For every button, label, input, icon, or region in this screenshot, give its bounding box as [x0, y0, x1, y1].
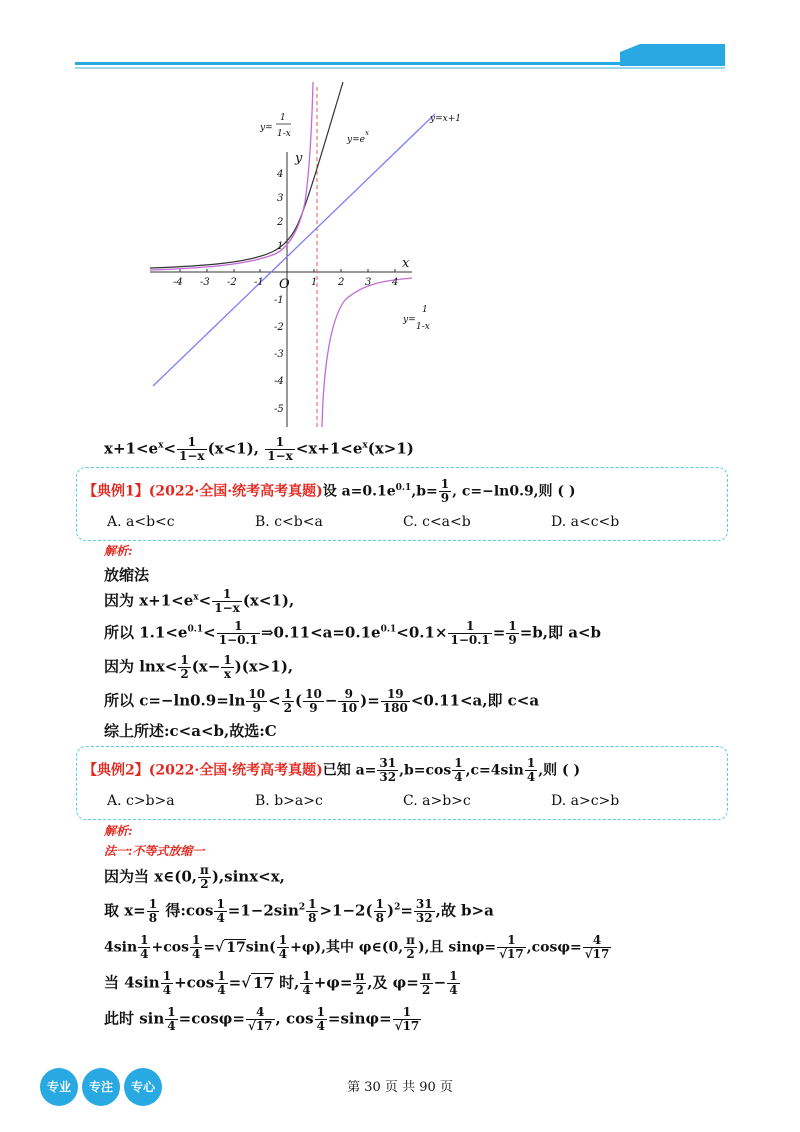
den: 1−0.1: [218, 633, 258, 647]
fraction: [138, 934, 150, 961]
fraction: [165, 1006, 177, 1033]
num: 1: [191, 933, 201, 947]
choice-b[interactable]: B. c<b<a: [255, 514, 323, 530]
num: 1: [454, 756, 463, 770]
num: 1: [449, 969, 458, 983]
den: 2: [180, 667, 189, 681]
x-tick: -4: [173, 277, 183, 288]
num: π: [355, 969, 365, 983]
num: 1: [177, 436, 207, 450]
logo-circle: 专业: [40, 1068, 78, 1106]
text: (x−: [191, 657, 221, 676]
x-tick: -3: [200, 277, 210, 288]
fraction: [583, 934, 612, 961]
choice-d[interactable]: D. a>c>b: [551, 793, 620, 809]
sup: 2: [394, 902, 401, 913]
den: 4: [216, 911, 225, 925]
x-tick: 1: [311, 277, 318, 288]
fraction: [214, 898, 226, 925]
text: <: [203, 623, 216, 642]
num: 1: [217, 620, 260, 634]
example-1-box: [76, 467, 728, 541]
sup: 2: [298, 902, 306, 913]
fraction: [506, 620, 518, 647]
fraction: [246, 1006, 275, 1033]
num: π: [406, 933, 415, 947]
num: 1: [283, 687, 293, 701]
function-graph: [150, 82, 461, 432]
example-2-box: [76, 746, 728, 820]
text: , cos: [275, 1009, 314, 1028]
label-recip-bot: y=: [403, 315, 416, 325]
num: 10: [248, 687, 266, 701]
num: 1: [217, 969, 226, 983]
text: −: [433, 973, 447, 992]
text: ,则 ( ): [538, 762, 581, 779]
fraction: [282, 688, 294, 715]
den: 1−x: [214, 601, 240, 615]
example-2-tag: 【典例2】(2022·全国·统考高考真题): [83, 762, 323, 779]
solution-2-method: 法一:不等式放缩一: [104, 844, 205, 858]
sup: 0.1: [187, 624, 204, 635]
fraction: [198, 864, 211, 891]
num: 1: [162, 969, 172, 983]
num: π: [421, 969, 431, 983]
text: <0.11<a,即 c<a: [410, 691, 540, 710]
num: 31: [379, 756, 397, 770]
y-axis-label: y: [295, 151, 303, 166]
num: 9: [338, 688, 359, 702]
origin-label: O: [279, 277, 290, 292]
text: 时,: [273, 973, 300, 992]
num: 1: [316, 1005, 325, 1019]
den: 32: [379, 770, 397, 784]
num: 1: [148, 897, 158, 911]
text: (x<1),: [207, 439, 259, 458]
text: −: [324, 691, 338, 710]
den: 2: [422, 983, 431, 997]
solution-2-line-3: [104, 934, 612, 961]
sup: x: [362, 440, 368, 451]
text: +φ=: [313, 973, 353, 992]
text: )(x>1),: [234, 657, 294, 676]
x-tick: -1: [254, 277, 264, 288]
text: 4sin: [104, 939, 138, 956]
den: 32: [415, 911, 433, 925]
choice-c[interactable]: C. c<a<b: [403, 514, 471, 530]
den: 9: [252, 701, 261, 715]
sqrt: 17: [226, 939, 246, 956]
num: 31: [415, 897, 433, 911]
text: ,c=4sin: [465, 762, 524, 779]
label-linear: y=x+1: [430, 114, 461, 124]
text: =cosφ=: [178, 1009, 245, 1028]
y-tick: 4: [277, 169, 284, 180]
num: 19: [381, 688, 410, 702]
x-tick: 3: [365, 277, 372, 288]
num: 1: [440, 477, 450, 491]
text: <: [163, 439, 177, 458]
fraction: [221, 654, 233, 681]
fraction: [315, 1006, 327, 1033]
example-1-question: [83, 478, 576, 505]
sup: 0.1: [380, 624, 397, 635]
den: 2: [283, 701, 293, 715]
den: 4: [454, 770, 463, 784]
fraction: [212, 588, 242, 615]
num: 1: [212, 588, 242, 602]
text: ),且 sinφ=: [417, 939, 497, 956]
den: 9: [440, 491, 450, 505]
fraction: [393, 1006, 422, 1033]
solution-1-line-3: [104, 654, 293, 681]
num: 1: [223, 653, 232, 667]
text: ⇒0.11<a=0.1e: [260, 623, 381, 642]
num: 1: [140, 933, 149, 947]
den: 2: [406, 947, 415, 961]
y-tick: 1: [277, 241, 284, 252]
den: √17: [499, 947, 524, 961]
choice-a[interactable]: A. a<b<c: [107, 514, 175, 530]
text: , c=−ln0.9,则 ( ): [452, 483, 576, 500]
sup: x: [193, 592, 199, 603]
text: =√: [203, 939, 225, 956]
num: 1: [375, 897, 384, 911]
fraction: [300, 970, 312, 997]
num: 1: [302, 969, 311, 983]
fraction: [303, 688, 324, 715]
den: x: [223, 667, 232, 681]
den: 9: [309, 701, 318, 715]
text: ,cosφ=: [526, 939, 582, 956]
x-axis-label: x: [402, 256, 410, 271]
solution-2-line-2: [104, 898, 494, 925]
x-tick: 2: [338, 277, 345, 288]
num: 10: [305, 687, 322, 701]
num: 1: [508, 619, 517, 633]
num: 1: [308, 897, 317, 911]
fraction: [338, 688, 359, 715]
fraction: [404, 934, 417, 961]
num: 1: [393, 1006, 422, 1020]
num: 1: [448, 620, 491, 634]
conclusion-inequality: [104, 436, 414, 463]
fraction: [265, 436, 295, 463]
label-exp-sup: x: [365, 129, 369, 137]
den: 4: [302, 983, 311, 997]
fraction: [178, 654, 190, 681]
fraction: [147, 898, 159, 925]
text: 因为 lnx<: [104, 657, 178, 676]
y-tick: -1: [274, 295, 284, 306]
num: 1: [180, 653, 189, 667]
label-recip-top-den: 1-x: [277, 129, 291, 139]
text: 因为 x+1<e: [104, 591, 194, 610]
label-recip-bot-num: 1: [422, 305, 428, 315]
example-2-question: [83, 757, 580, 784]
fraction: [381, 688, 410, 715]
text: 所以 c=−ln0.9=ln: [104, 691, 246, 710]
text: 所以 1.1<e: [104, 623, 188, 642]
text: =: [492, 623, 506, 642]
text: ),sinx<x,: [211, 867, 285, 886]
fraction: [177, 436, 207, 463]
den: 4: [316, 1019, 325, 1033]
text: ,及 φ=: [367, 973, 419, 992]
example-1-tag: 【典例1】(2022·全国·统考高考真题): [83, 483, 323, 500]
den: 4: [449, 983, 458, 997]
den: 8: [308, 911, 317, 925]
num: 4: [583, 934, 612, 948]
solution-1-line-1: [104, 588, 294, 615]
den: √17: [584, 947, 610, 961]
solution-2-line-1: [104, 864, 285, 891]
fraction: [306, 898, 318, 925]
den: 8: [148, 911, 158, 925]
den: 9: [508, 633, 517, 647]
sqrt: 17: [253, 973, 274, 992]
fraction: [277, 934, 289, 961]
sup: 0.1: [395, 482, 412, 493]
text: <x+1<e: [295, 439, 363, 458]
den: 1−x: [179, 449, 205, 463]
sup: x: [158, 440, 164, 451]
text: <0.1×: [396, 623, 448, 642]
solution-1-line-2: [104, 620, 601, 647]
fraction: [448, 620, 491, 647]
label-recip-top: y=: [260, 123, 273, 133]
text: +cos: [174, 973, 215, 992]
den: 4: [162, 983, 172, 997]
x-tick: -2: [227, 277, 237, 288]
text: (: [295, 691, 303, 710]
solution-2-line-4: [104, 970, 461, 997]
text: 已知 a=: [322, 762, 377, 779]
fraction: [525, 757, 537, 784]
text: =1−2sin: [227, 901, 299, 920]
den: 4: [278, 947, 288, 961]
text: <: [198, 591, 212, 610]
text: =√: [228, 973, 252, 992]
den: 180: [382, 701, 408, 715]
text: +cos: [151, 939, 189, 956]
solution-2-heading: 解析:: [104, 824, 133, 838]
page-number: 第 30 页 共 90 页: [347, 1080, 453, 1095]
solution-1-line-4: [104, 688, 539, 715]
label-exp: y=e: [347, 135, 365, 145]
text: ,故 b>a: [435, 901, 494, 920]
text: =sinφ=: [327, 1009, 392, 1028]
fraction: [447, 970, 459, 997]
fraction: [161, 970, 173, 997]
text: >1−2(: [319, 901, 373, 920]
y-tick: -4: [274, 376, 284, 387]
fraction: [374, 898, 386, 925]
label-recip-top-num: 1: [280, 113, 286, 123]
num: 1: [265, 436, 295, 450]
fraction: [414, 898, 435, 925]
fraction: [377, 757, 398, 784]
num: 1: [278, 933, 288, 947]
text: 当 4sin: [104, 973, 160, 992]
den: 4: [140, 947, 149, 961]
y-tick: -5: [274, 404, 284, 415]
text: +φ),其中 φ∈(0,: [290, 939, 404, 956]
text: 此时 sin: [104, 1009, 165, 1028]
fraction: [353, 970, 366, 997]
den: 4: [217, 983, 226, 997]
y-tick: -2: [274, 322, 284, 333]
solution-1-heading: 解析:: [104, 544, 133, 558]
fraction: [190, 934, 202, 961]
text: ,b=cos: [399, 762, 452, 779]
fraction: [497, 934, 526, 961]
text: 取 x=: [104, 901, 146, 920]
den: 2: [200, 877, 209, 891]
den: 4: [526, 770, 536, 784]
den: 10: [340, 701, 358, 715]
text: (x<1),: [242, 591, 295, 610]
den: 4: [191, 947, 201, 961]
den: 2: [355, 983, 365, 997]
fraction: [215, 970, 227, 997]
text: ): [386, 901, 395, 920]
choice-c[interactable]: C. a>b>c: [403, 793, 471, 809]
den: 1−0.1: [450, 633, 490, 647]
fraction: [217, 620, 260, 647]
text: 设 a=0.1e: [322, 483, 396, 500]
text: <: [268, 691, 281, 710]
y-tick: -3: [274, 349, 284, 360]
logo-circle: 专心: [124, 1068, 162, 1106]
solution-1-conclusion: 综上所述:c<a<b,故选:C: [104, 722, 277, 740]
choice-d[interactable]: D. a<c<b: [551, 514, 620, 530]
text: ,b=: [411, 483, 438, 500]
den: √17: [394, 1019, 420, 1033]
fraction: [452, 757, 464, 784]
fraction: [439, 478, 451, 505]
text: =b,即 a<b: [519, 623, 601, 642]
num: 1: [167, 1005, 176, 1019]
text: =: [400, 901, 413, 920]
text: 因为当 x∈(0,: [104, 867, 198, 886]
text: (x>1): [367, 439, 414, 458]
num: π: [200, 863, 209, 877]
y-tick: 3: [277, 193, 284, 204]
label-recip-bot-den: 1-x: [416, 322, 430, 332]
header-decoration: [0, 0, 800, 80]
fraction: [246, 688, 267, 715]
den: 4: [167, 1019, 176, 1033]
choice-a[interactable]: A. c>b>a: [107, 793, 175, 809]
den: 1−x: [267, 449, 293, 463]
den: √17: [247, 1019, 273, 1033]
text: 得:cos: [160, 901, 214, 920]
x-tick: 4: [392, 277, 399, 288]
text: sin(: [245, 939, 276, 956]
text: x+1<e: [104, 439, 159, 458]
num: 1: [216, 897, 225, 911]
num: 4: [246, 1006, 275, 1020]
logo-circle: 专注: [82, 1068, 120, 1106]
num: 1: [497, 934, 526, 948]
num: 1: [526, 756, 536, 770]
y-tick: 2: [277, 217, 284, 228]
fraction: [420, 970, 433, 997]
choice-b[interactable]: B. b>a>c: [255, 793, 323, 809]
solution-2-line-5: [104, 1006, 422, 1033]
solution-1-method: 放缩法: [104, 566, 150, 584]
den: 8: [375, 911, 384, 925]
text: )=: [360, 691, 380, 710]
